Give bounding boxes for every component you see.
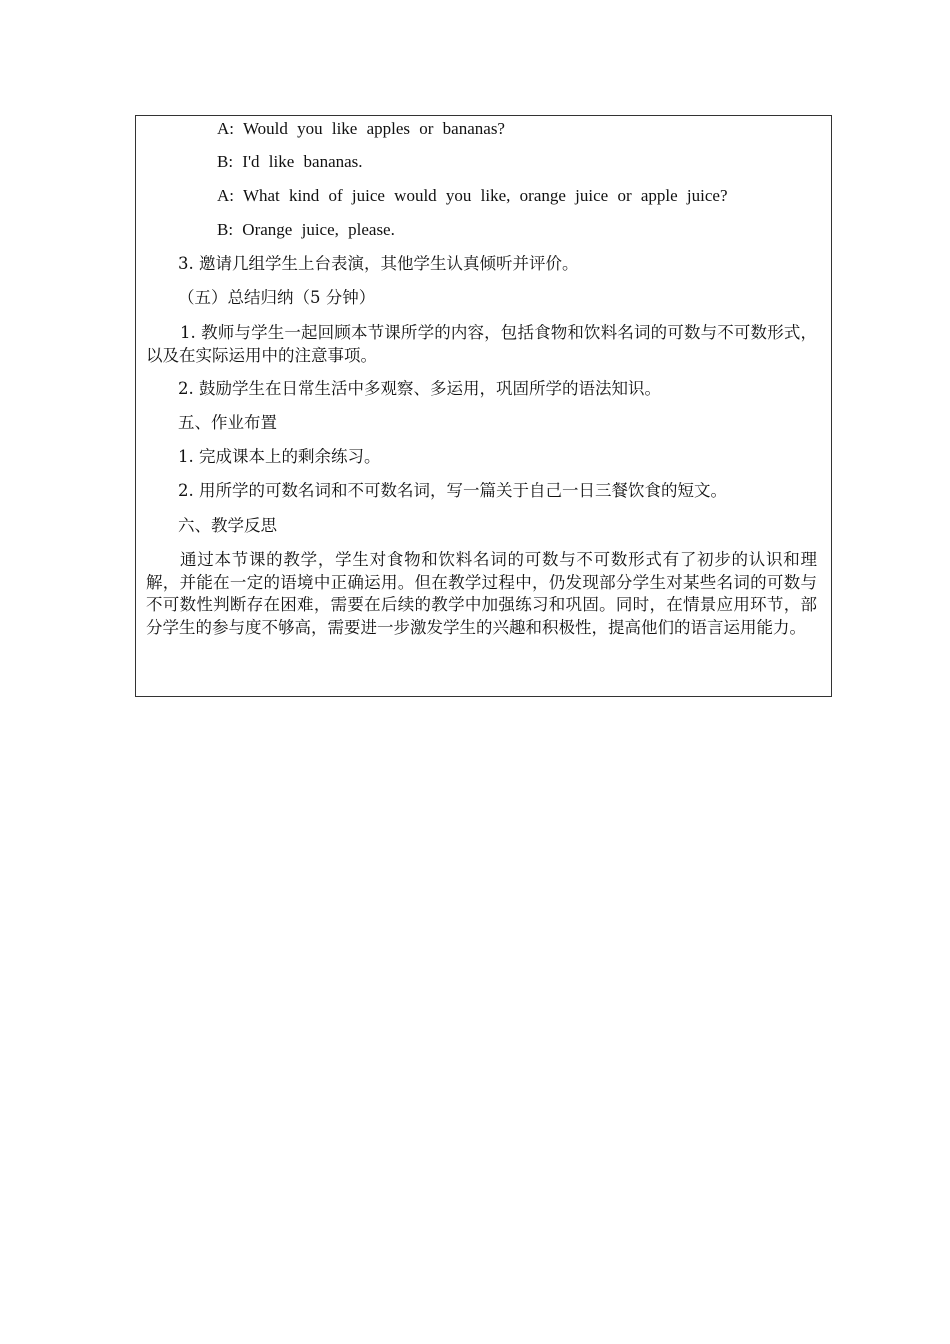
reflection-paragraph: 通过本节课的教学，学生对食物和饮料名词的可数与不可数形式有了初步的认识和理解，并能在一定的语境中正确运用。但在教学过程中，仍发现部分学生对某些名词的可数与不可数性判断存在困难，需要在后续的教学中加强练习和巩固。同时，在情景应用环节，部分学生的参与度不够高，需要进一步激发学生的兴趣和积极性，提高他们的语言运用能力。	[146, 550, 817, 637]
dialogue-line-3: A: What kind of juice would you like, orange juice or apple juice?	[217, 186, 728, 205]
homework-item-2: 2. 用所学的可数名词和不可数名词，写一篇关于自己一日三餐饮食的短文。	[178, 481, 727, 500]
section-heading-summary: （五）总结归纳（5 分钟）	[178, 288, 376, 307]
summary-item-2: 2. 鼓励学生在日常生活中多观察、多运用，巩固所学的语法知识。	[178, 379, 661, 398]
section-heading-homework: 五、作业布置	[178, 413, 277, 432]
dialogue-line-2: B: I'd like bananas.	[217, 152, 363, 171]
activity-item-3: 3. 邀请几组学生上台表演，其他学生认真倾听并评价。	[178, 254, 579, 273]
dialogue-line-1: A: Would you like apples or bananas?	[217, 119, 505, 138]
homework-item-1: 1. 完成课本上的剩余练习。	[178, 447, 381, 466]
dialogue-line-4: B: Orange juice, please.	[217, 220, 395, 239]
section-heading-reflection: 六、教学反思	[178, 516, 277, 535]
lesson-plan-table-cell	[135, 115, 832, 697]
summary-item-1: 1. 教师与学生一起回顾本节课所学的内容，包括食物和饮料名词的可数与不可数形式，以及在实际运用中的注意事项。	[146, 323, 817, 365]
